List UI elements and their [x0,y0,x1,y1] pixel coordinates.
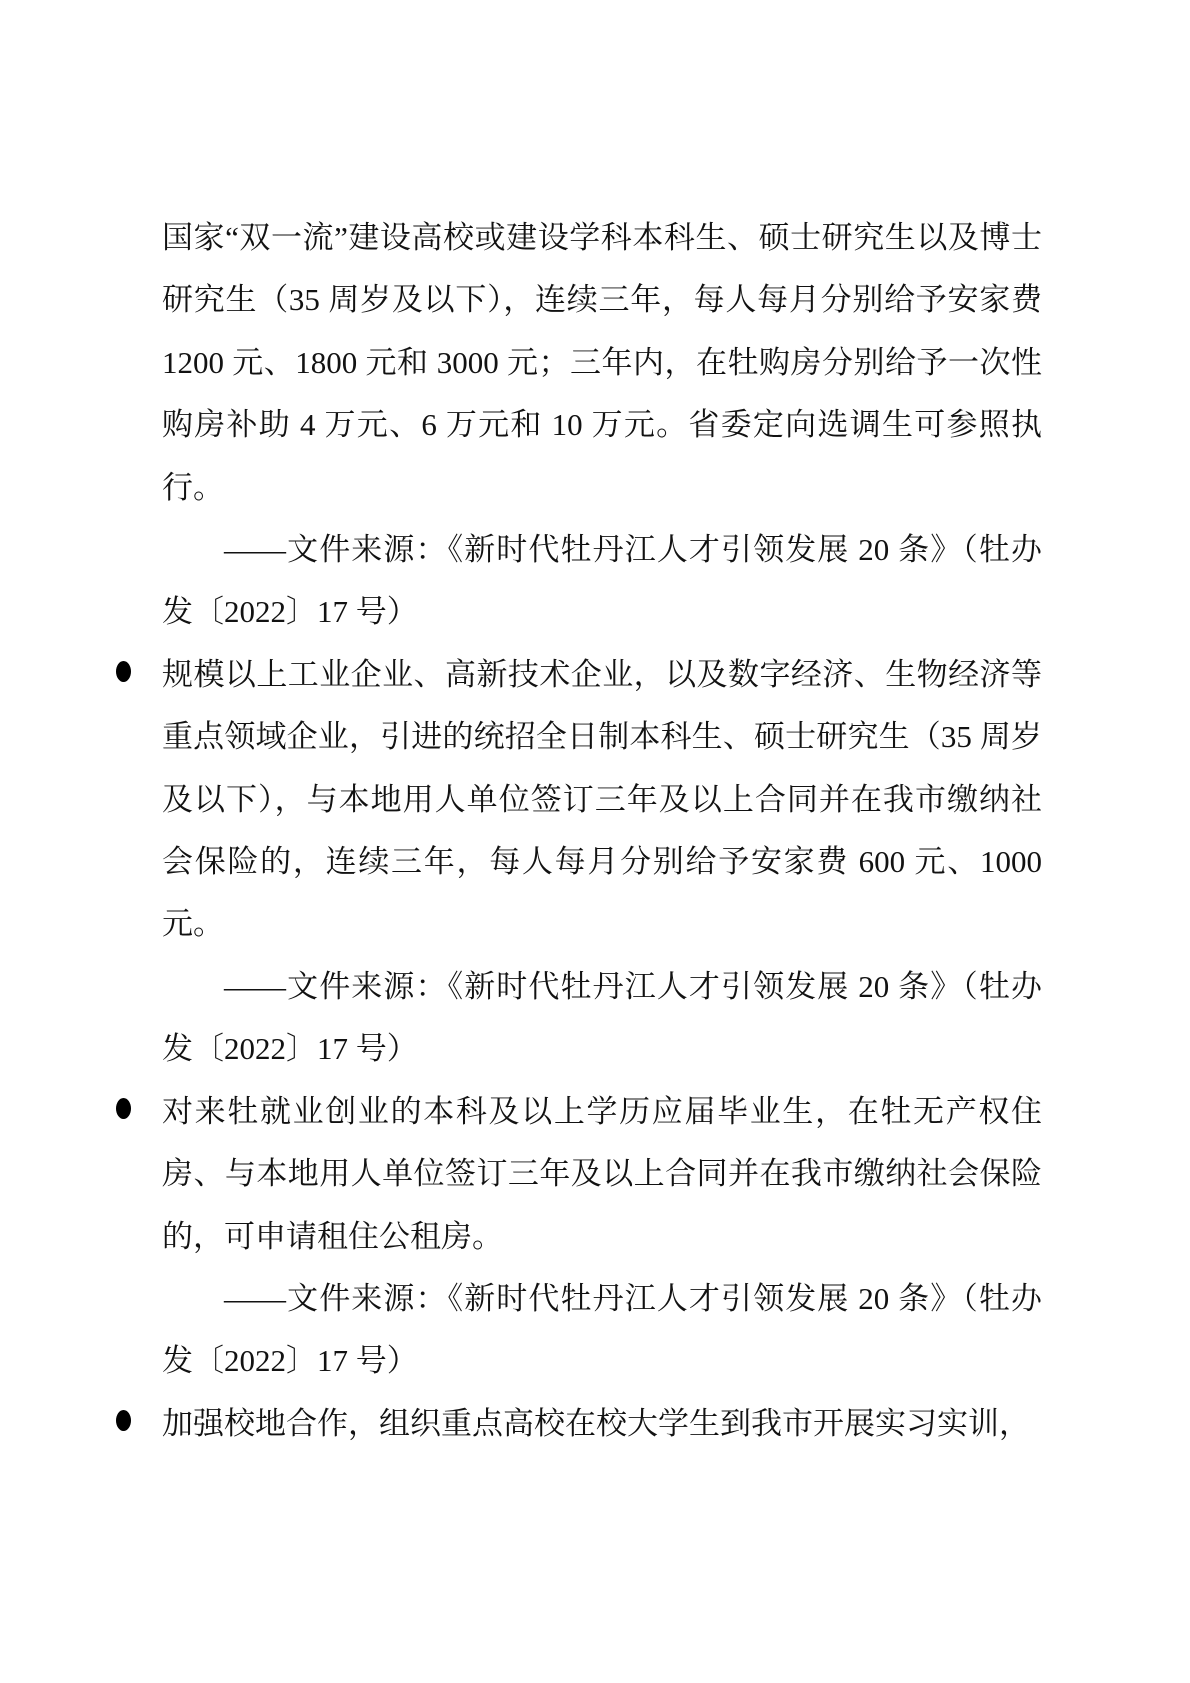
source-citation [162,519,1042,644]
source-citation-text: ——文件来源：《新时代牡丹江人才引领发展 20 条》（牡办发〔2022〕17 号） [162,532,1042,630]
bullet-item [162,1081,1042,1268]
document-body [162,207,1042,1455]
bullet-icon [116,1098,131,1119]
bullet-item-text: 规模以上工业企业、高新技术企业，以及数字经济、生物经济等重点领域企业，引进的统招全日制本科生、硕士研究生（35 周岁及以下），与本地用人单位签订三年及以上合同并在我市缴纳社会保险的，连续三年，每人每月分别给予安家费 600 元、1000 元。 [162,656,1042,942]
bullet-item [162,1393,1042,1455]
source-citation-text: ——文件来源：《新时代牡丹江人才引领发展 20 条》（牡办发〔2022〕17 号） [162,1280,1042,1379]
bullet-item-text: 对来牡就业创业的本科及以上学历应届毕业生，在牡无产权住房、与本地用人单位签订三年及以上合同并在我市缴纳社会保险的，可申请租住公租房。 [162,1093,1042,1254]
bullet-item [162,644,1042,956]
source-citation-text: ——文件来源：《新时代牡丹江人才引领发展 20 条》（牡办发〔2022〕17 号） [162,968,1042,1067]
bullet-item-text: 加强校地合作，组织重点高校在校大学生到我市开展实习实训， [162,1405,1030,1441]
source-citation [162,956,1042,1081]
bullet-icon [116,1410,131,1431]
paragraph-continuation [162,207,1042,519]
bullet-icon [116,661,131,682]
source-citation [162,1268,1042,1393]
paragraph-text: 国家“双一流”建设高校或建设学科本科生、硕士研究生以及博士研究生（35 周岁及以下），连续三年，每人每月分别给予安家费 1200 元、1800 元和 3000 元；三年内，在牡购房分别给予一次性购房补助 4 万元、6 万元和 10 万元。省委定向选调生可参照执行。 [162,220,1042,505]
